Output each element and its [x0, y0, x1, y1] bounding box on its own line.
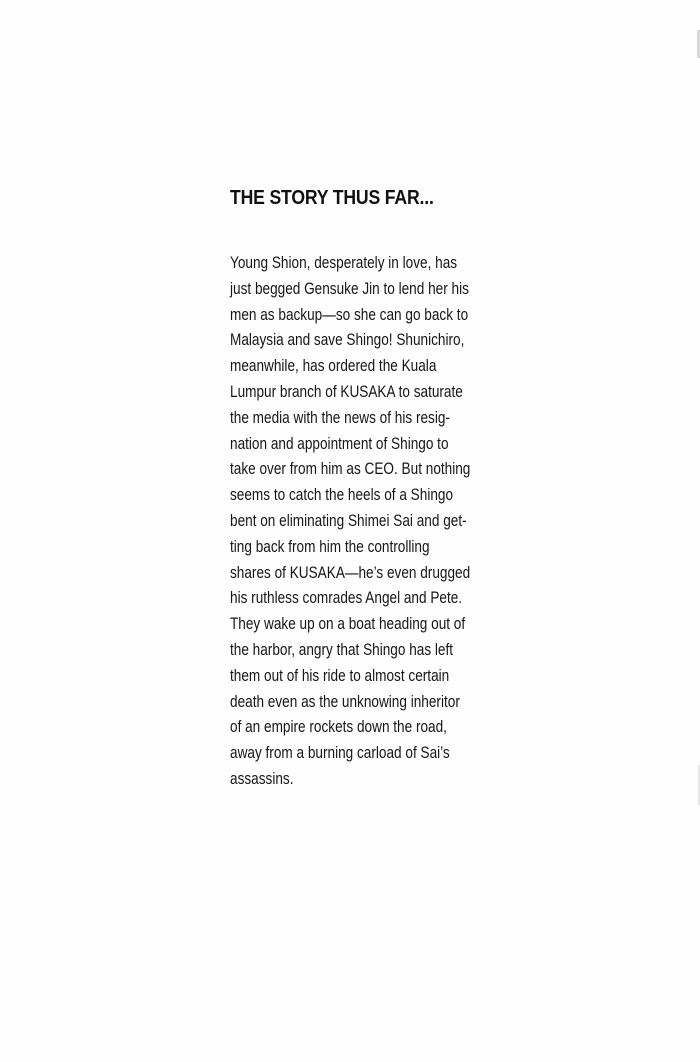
- story-line: ting back from him the controlling: [230, 536, 430, 556]
- story-line: death even as the unknowing inheritor: [230, 691, 460, 711]
- story-line: seems to catch the heels of a Shingo: [230, 485, 454, 505]
- story-line: shares of KUSAKA—he’s even drugged: [230, 562, 471, 582]
- story-line: his ruthless comrades Angel and Pete.: [230, 588, 463, 608]
- page-title: THE STORY THUS FAR...: [230, 186, 434, 209]
- story-line: the media with the news of his resig-: [230, 407, 450, 427]
- story-summary: [230, 250, 521, 792]
- story-line: nation and appointment of Shingo to: [230, 433, 449, 453]
- story-line: meanwhile, has ordered the Kuala: [230, 356, 437, 376]
- story-line: Young Shion, desperately in love, has: [230, 253, 458, 272]
- story-line: just begged Gensuke Jin to lend her his: [230, 278, 469, 298]
- story-line: them out of his ride to almost certain: [230, 665, 450, 685]
- story-line: bent on eliminating Shimei Sai and get-: [230, 510, 467, 530]
- story-line: away from a burning carload of Sai’s: [230, 743, 450, 763]
- story-line: They wake up on a boat heading out of: [230, 614, 466, 634]
- story-line: Malaysia and save Shingo! Shunichiro,: [230, 330, 465, 350]
- story-line: take over from him as CEO. But nothing: [230, 459, 471, 479]
- story-line: Lumpur branch of KUSAKA to saturate: [230, 381, 463, 401]
- story-line: men as backup—so she can go back to: [230, 304, 469, 324]
- story-line: of an empire rockets down the road,: [230, 717, 447, 737]
- story-line: the harbor, angry that Shingo has left: [230, 639, 454, 659]
- story-line: assassins.: [230, 768, 294, 788]
